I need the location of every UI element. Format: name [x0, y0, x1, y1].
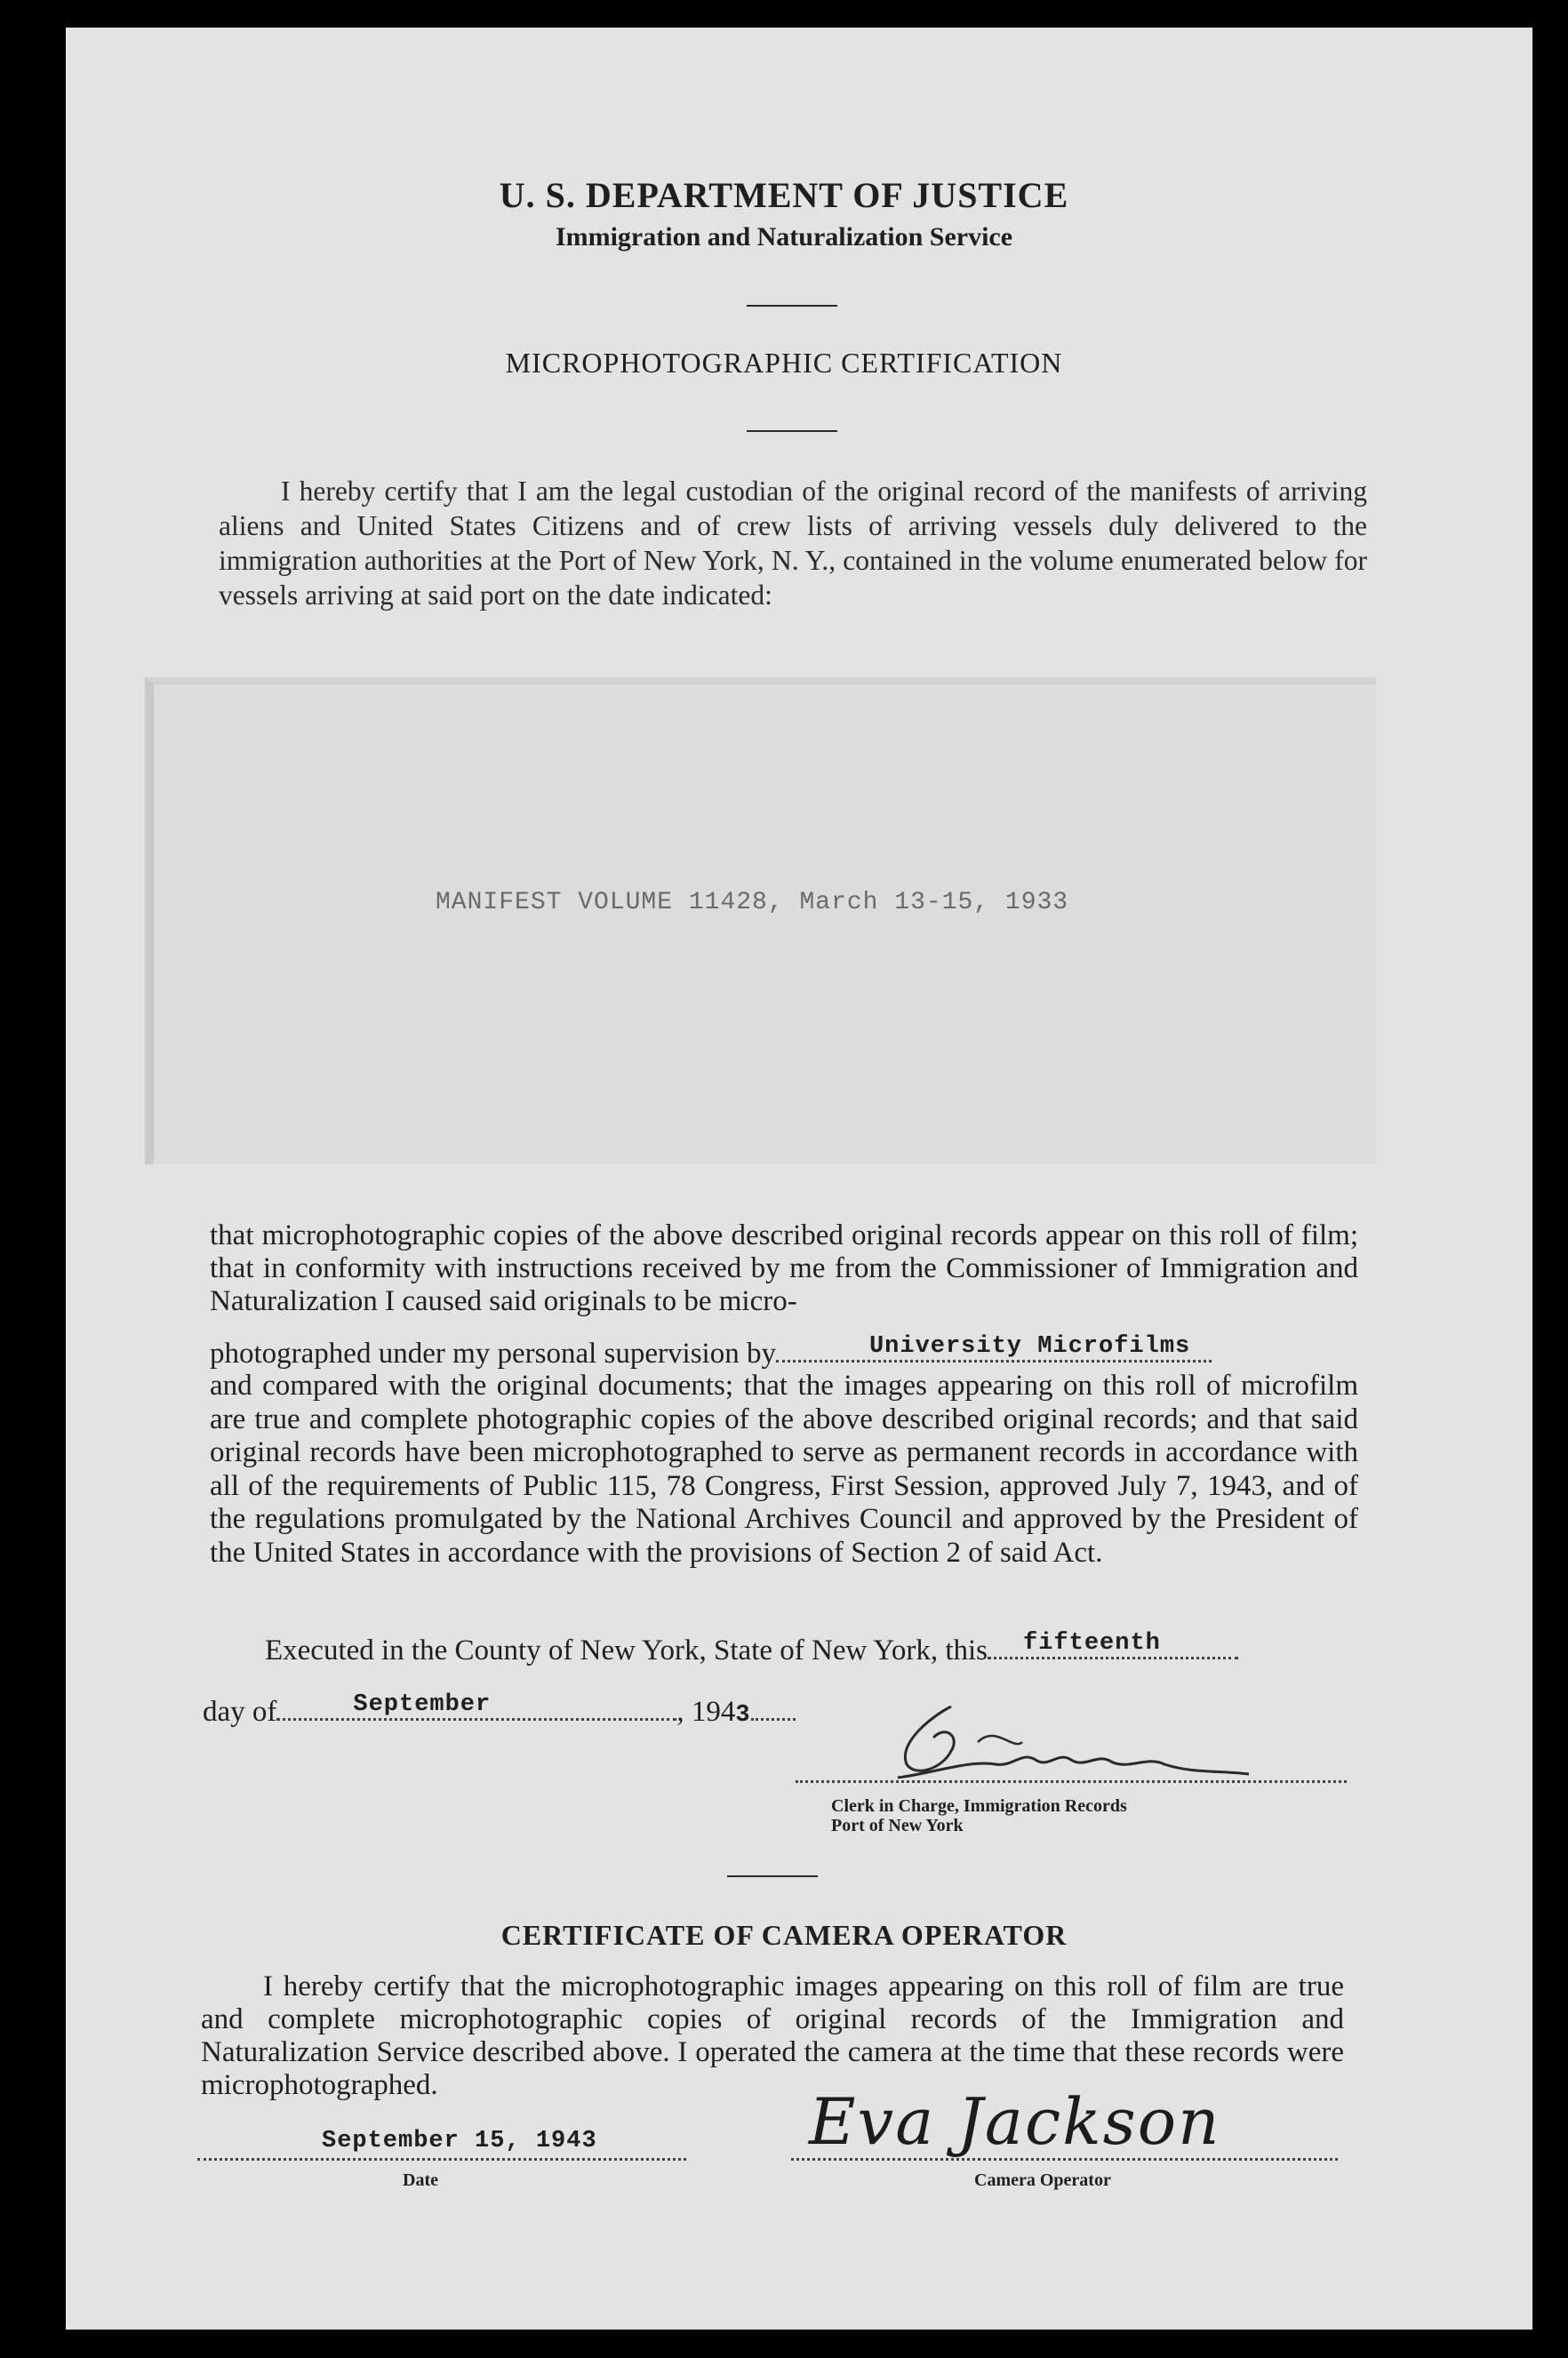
supervision-prefix: photographed under my personal supervision by: [210, 1338, 776, 1370]
operator-date-line: [197, 2158, 686, 2161]
execution-day-value: fifteenth: [1023, 1630, 1161, 1657]
custodian-statement: I hereby certify that I am the legal custodian of the original record of the manifests of arriving aliens and United States Citizens and of crew lists of arriving vessels duly delivered to the immigration authorities at the Port of New York, N. Y., contained in the volume enumerated below for vessels arriving at said port on the date indicated:: [219, 476, 1367, 611]
supervision-fill-line: [776, 1333, 1212, 1363]
header-divider-bottom: [747, 430, 837, 432]
camera-operator-statement: I hereby certify that the microphotographic images appearing on this roll of film are true and complete microphotographic copies of original records of the Immigration and Naturalization Service described above. I operated the camera at the time that these records were microphotographed.: [201, 1970, 1344, 2101]
body-paragraph-1: that microphotographic copies of the above described original records appear on this roll of film; that in conformity with instructions received by me from the Commissioner of Immigration and Naturalization I caused said originals to be micro-: [210, 1219, 1358, 1317]
clerk-title-line-2: Port of New York: [831, 1816, 964, 1835]
execution-date-line: [203, 1691, 796, 1729]
clerk-signature: [844, 1689, 1271, 1786]
operator-signature: Eva Jackson: [809, 2084, 1221, 2159]
year-fill-line: [751, 1691, 796, 1721]
manifest-volume-card: [145, 677, 1376, 1164]
execution-prefix: Executed in the County of New York, State of New York, this: [265, 1635, 988, 1667]
supervision-line: [210, 1333, 1358, 1371]
execution-month-value: September: [353, 1691, 492, 1718]
operator-date-value: September 15, 1943: [322, 2128, 597, 2154]
manifest-volume-text: MANIFEST VOLUME 11428, March 13-15, 1933: [436, 889, 1069, 916]
header-divider-top: [747, 305, 837, 307]
execution-line: [265, 1630, 1238, 1667]
execution-month-fill-line: [276, 1691, 676, 1721]
certification-title: MICROPHOTOGRAPHIC CERTIFICATION: [505, 347, 1063, 379]
supervised-by-value: University Microfilms: [868, 1333, 1191, 1360]
operator-date-label: Date: [403, 2170, 438, 2190]
clerk-title: [831, 1796, 1127, 1835]
service-subheading: Immigration and Naturalization Service: [555, 222, 1013, 252]
operator-signature-line: [791, 2158, 1338, 2161]
clerk-signature-line: [796, 1780, 1347, 1783]
day-of-label: day of: [203, 1696, 277, 1728]
section-divider: [727, 1875, 818, 1877]
department-heading: U. S. DEPARTMENT OF JUSTICE: [499, 175, 1069, 215]
camera-operator-title: CERTIFICATE OF CAMERA OPERATOR: [500, 1919, 1068, 1951]
clerk-title-line-1: Clerk in Charge, Immigration Records: [831, 1796, 1127, 1816]
body-paragraph-2: and compared with the original documents; that the images appearing on this roll of microfilm are true and complete photographic copies of the above described original records; and that said original records have been microphotographed to serve as permanent records in accordance with all of the requirements of Public 115, 78 Congress, First Session, approved July 7, 1943, and of the regulations promulgated by the National Archives Council and approved by the President of the United States in accordance with the provisions of Section 2 of said Act.: [210, 1370, 1358, 1569]
execution-day-fill-line: [988, 1630, 1238, 1659]
year-prefix: , 194: [676, 1696, 736, 1728]
year-digit-value: 3: [735, 1702, 751, 1729]
operator-label: Camera Operator: [974, 2170, 1111, 2190]
